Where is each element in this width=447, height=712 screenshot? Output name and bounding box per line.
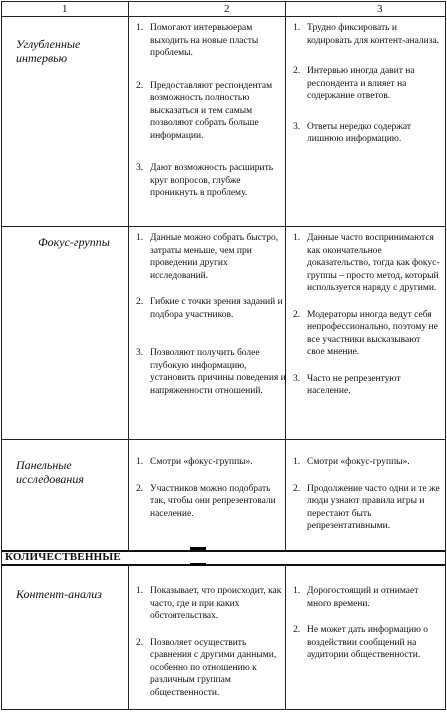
column-divider	[128, 2, 129, 709]
disadvantages-list	[293, 232, 440, 411]
list-item: 2. Продолжение часто одни и те же люди узнают правила игры и перестают быть репрезентативными.	[293, 483, 440, 531]
list-item: 2. Модераторы иногда ведут себя непрофессионально, поэтому не все участники высказывают свое мнение.	[293, 309, 438, 357]
section-title: КОЛИЧЕСТВЕННЫЕ	[5, 551, 121, 563]
header-col-3: 3	[377, 3, 383, 15]
method-label: Фокус-группы	[38, 235, 110, 249]
disadvantages-list	[293, 22, 440, 159]
list-item: 2. Предоставляют респондентам возможность полностью высказаться и тем самым позволяют собрать больше информации.	[136, 80, 273, 141]
advantages-list	[136, 22, 286, 213]
method-label: Углубленные интервью	[16, 37, 81, 65]
list-item: 1. Трудно фиксировать и кодировать для контент-анализа.	[293, 23, 440, 46]
list-item: 3. Позволяют получить более глубокую информацию, установить причины поведения и напряженности отношений.	[136, 348, 286, 396]
method-label: Панельные исследования	[16, 458, 84, 486]
disadvantages-list	[293, 585, 440, 675]
list-item: 1. Данные часто воспринимаются как окончательное доказательство, тогда как фокус-группы – просто метод, который используется наряду с другими.	[293, 233, 440, 293]
list-item: 3. Ответы нередко содержат лишнюю информацию.	[293, 121, 411, 144]
list-item: 3. Дают возможность расширить круг вопросов, глубже проникнуть в проблему.	[136, 163, 274, 198]
list-item: 3. Часто не репрезентуют население.	[293, 373, 401, 396]
list-item: 1. Данные можно собрать быстро, затраты меньше, чем при проведении других исследований.	[136, 233, 279, 281]
method-label: Контент-анализ	[16, 587, 102, 601]
list-item: 2. Не может дать информацию о воздействии сообщений на аудитории общественности.	[293, 625, 429, 660]
advantages-list	[136, 232, 286, 410]
list-item: 2. Позволяет осуществить сравнения с другими данными, особенно по отношению к различным группам общественности.	[136, 637, 277, 698]
list-item: 1. Дорогостоящий и отнимает много времени.	[293, 586, 419, 609]
divider-mark	[190, 563, 206, 566]
divider-mark	[190, 547, 206, 550]
list-item: 1. Смотри «фокус-группы».	[136, 457, 253, 467]
list-item: 1. Смотри «фокус-группы».	[293, 457, 410, 467]
table-header	[2, 2, 445, 17]
header-col-2: 2	[224, 3, 230, 15]
advantages-list	[136, 585, 286, 712]
comparison-table	[1, 1, 446, 710]
list-item: 2. Гибкие с точки зрения заданий и подбора участников.	[136, 297, 283, 320]
list-item: 2. Участников можно подобрать так, чтобы они репрезентовали население.	[136, 483, 276, 519]
list-item: 2. Интервью иногда давит на респондента и влияет на содержание ответов.	[293, 66, 415, 101]
list-item: 1. Помогают интервьюерам выходить на новые пласты проблемы.	[136, 23, 259, 58]
row-divider	[2, 439, 445, 440]
row-divider	[2, 226, 445, 227]
list-item: 1. Показывает, что происходит, как часто, где и при каких обстоятельствах.	[136, 586, 282, 621]
disadvantages-list	[293, 456, 440, 546]
advantages-list	[136, 456, 286, 533]
header-col-1: 1	[62, 3, 68, 15]
